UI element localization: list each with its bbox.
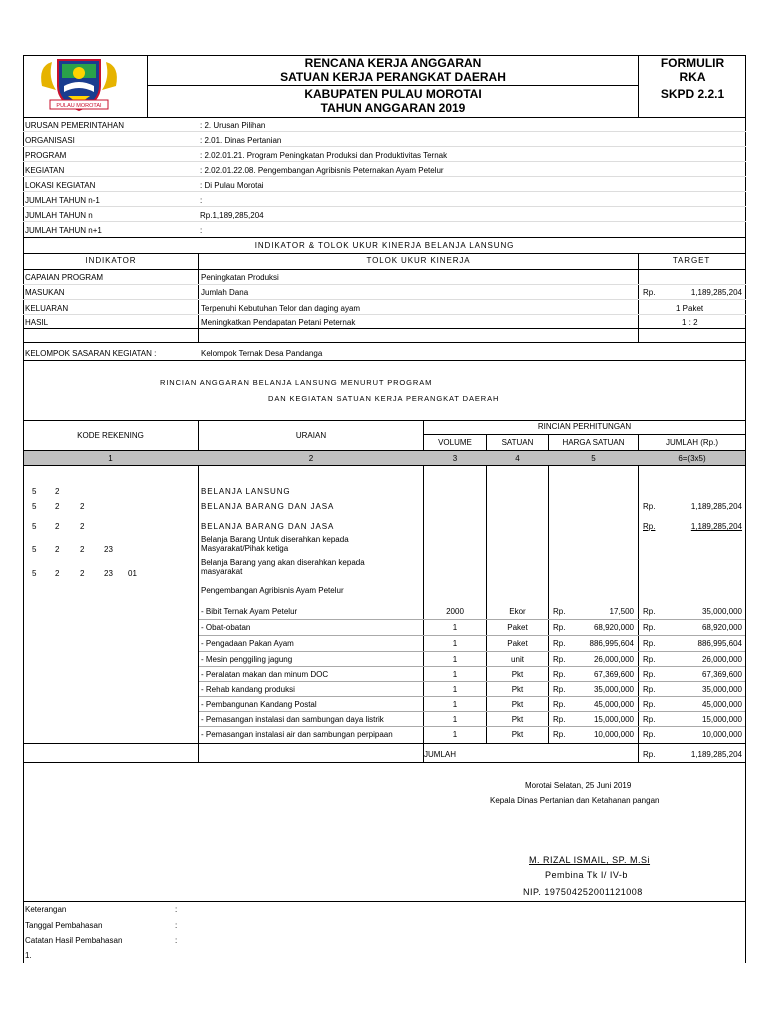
footer-label: 1. [25,951,32,960]
satuan-cell: Pkt [511,715,524,724]
item-rule [199,651,745,652]
indikator-cell: CAPAIAN PROGRAM [25,273,104,282]
table-col-divider [638,434,639,763]
item-rule [199,726,745,727]
harga-cell: 35,000,000 [593,685,634,694]
formulir-line-1: FORMULIR [660,56,725,70]
tolok-cell: Peningkatan Produksi [201,273,279,282]
satuan-cell: unit [511,655,524,664]
volume-cell: 1 [452,730,458,739]
jumlah-rp: Rp. [643,700,656,709]
tolok-cell: Jumlah Dana [201,288,249,297]
target-cell: 1,189,285,204 [690,288,742,297]
jumlah-cell: 1,189,285,204 [690,502,742,511]
satuan-cell: Paket [507,623,528,632]
info-value: : 2. Urusan Pilihan [200,121,266,130]
item-rule [199,711,745,712]
info-label: PROGRAM [25,151,67,160]
info-bottom-border [23,237,746,238]
title-line-3: KABUPATEN PULAU MOROTAI [304,87,482,101]
info-rule [23,206,746,207]
volume-cell: 1 [452,715,458,724]
info-rule [23,146,746,147]
header-volume: VOLUME [438,438,472,447]
header-mid-border [148,85,638,86]
footer-label: Tanggal Pembahasan [25,921,103,930]
column-number: 6=(3x5) [678,454,706,463]
jumlah-cell: 26,000,000 [701,655,742,664]
table-items-bottom-border [23,743,746,744]
kode-segment: 5 [32,569,37,578]
satuan-cell: Pkt [511,670,524,679]
harga-rp: Rp. [553,639,566,648]
harga-rp: Rp. [553,715,566,724]
jumlah-rp: Rp. [643,655,656,664]
item-rule [199,619,745,620]
info-rule [23,161,746,162]
title-line-4: TAHUN ANGGARAN 2019 [320,101,466,115]
item-rule [199,635,745,636]
item-rule [199,696,745,697]
jumlah-rp: Rp. [643,685,656,694]
harga-cell: 886,995,604 [589,639,634,648]
indikator-section-title: INDIKATOR & TOLOK UKUR KINERJA BELANJA LANSUNG [254,241,515,250]
item-rule [199,681,745,682]
jumlah-cell: 45,000,000 [701,700,742,709]
harga-cell: 26,000,000 [593,655,634,664]
uraian-cell: - Peralatan makan dan minum DOC [201,670,329,679]
satuan-cell: Pkt [511,700,524,709]
volume-cell: 1 [452,670,458,679]
indikator-cell: KELUARAN [25,304,69,313]
indikator-cell: MASUKAN [25,288,65,297]
jumlah-cell: 10,000,000 [701,730,742,739]
kode-segment: 2 [80,522,85,531]
footer-value: : [175,936,178,945]
kode-segment: 2 [55,569,60,578]
sign-position: Kepala Dinas Pertanian dan Ketahanan pangan [490,796,660,805]
satuan-cell: Paket [507,639,528,648]
jumlah-cell: 15,000,000 [701,715,742,724]
info-value: : [200,196,203,205]
jumlah-rp: Rp. [643,670,656,679]
sasaran-label: KELOMPOK SASARAN KEGIATAN : [25,349,157,358]
tolok-cell: Terpenuhi Kebutuhan Telor dan daging ayam [201,304,361,313]
rincian-title-line-2: DAN KEGIATAN SATUAN KERJA PERANGKAT DAERAH [268,394,500,403]
table-bottom-border [23,762,746,763]
volume-cell: 1 [452,639,458,648]
total-label: JUMLAH [424,750,457,759]
footer-value: : [175,905,178,914]
header-rincian-perhitungan: RINCIAN PERHITUNGAN [537,422,632,431]
header-uraian: URAIAN [295,431,327,440]
uraian-cell: Belanja Barang Untuk diserahkan kepada Masyarakat/Pihak ketiga [201,535,349,553]
rincian-header-border [424,434,746,435]
target-rp: Rp. [643,288,656,297]
harga-cell: 17,500 [609,607,634,616]
jumlah-cell: 67,369,600 [701,670,742,679]
kode-segment: 2 [80,545,85,554]
kode-segment: 5 [32,502,37,511]
indikator-header-target: TARGET [672,256,711,265]
harga-rp: Rp. [553,670,566,679]
uraian-cell: - Pembangunan Kandang Postal [201,700,317,709]
harga-rp: Rp. [553,655,566,664]
info-rule [23,176,746,177]
info-label: ORGANISASI [25,136,75,145]
jumlah-cell: 68,920,000 [701,623,742,632]
uraian-cell: - Bibit Ternak Ayam Petelur [201,607,298,616]
sasaran-bottom-border [23,360,746,361]
indikator-bottom-border [23,342,746,343]
volume-cell: 1 [452,685,458,694]
info-value: : 2.02.01.21. Program Peningkatan Produksi dan Produktivitas Ternak [200,151,448,160]
kode-segment: 23 [104,569,113,578]
jumlah-rp: Rp. [643,623,656,632]
formulir-line-3: SKPD 2.2.1 [660,87,725,101]
uraian-cell: - Rehab kandang produksi [201,685,295,694]
volume-cell: 1 [452,623,458,632]
footer-label: Catatan Hasil Pembahasan [25,936,123,945]
table-top-border [23,420,746,421]
region-logo [38,56,120,114]
kode-segment: 2 [80,569,85,578]
harga-cell: 15,000,000 [593,715,634,724]
harga-cell: 45,000,000 [593,700,634,709]
uraian-cell: BELANJA BARANG DAN JASA [201,502,335,511]
satuan-cell: Pkt [511,685,524,694]
indikator-rule [23,314,746,315]
column-number: 3 [452,454,458,463]
total-rp: Rp. [643,750,656,759]
harga-cell: 10,000,000 [593,730,634,739]
jumlah-cell: 1,189,285,204 [690,522,742,531]
kode-segment: 2 [55,502,60,511]
jumlah-rp: Rp. [643,522,656,531]
indikator-rule [23,284,746,285]
info-label: KEGIATAN [25,166,65,175]
jumlah-cell: 886,995,604 [697,639,742,648]
info-label: LOKASI KEGIATAN [25,181,96,190]
indikator-header-tolok: TOLOK UKUR KINERJA [366,256,471,265]
kode-segment: 5 [32,545,37,554]
column-number-border [23,465,746,466]
kode-segment: 01 [128,569,137,578]
sign-rank: Pembina Tk I/ IV-b [545,870,628,880]
info-label: JUMLAH TAHUN n [25,211,93,220]
title-line-1: RENCANA KERJA ANGGARAN [304,56,482,70]
indikator-rule [23,328,746,329]
kode-segment: 5 [32,522,37,531]
jumlah-rp: Rp. [643,730,656,739]
uraian-cell: BELANJA BARANG DAN JASA [201,522,335,531]
info-label: JUMLAH TAHUN n+1 [25,226,102,235]
harga-rp: Rp. [553,607,566,616]
harga-rp: Rp. [553,685,566,694]
header-kode-rekening: KODE REKENING [77,431,144,440]
indikator-cell: HASIL [25,318,49,327]
total-value: 1,189,285,204 [690,750,742,759]
target-cell: 1 Paket [676,304,704,313]
jumlah-rp: Rp. [643,715,656,724]
harga-rp: Rp. [553,623,566,632]
info-value: : 2.02.01.22.08. Pengembangan Agribisnis Peternakan Ayam Petelur [200,166,444,175]
column-number: 4 [515,454,520,463]
column-number: 2 [308,454,314,463]
info-value: : 2.01. Dinas Pertanian [200,136,282,145]
jumlah-rp: Rp. [643,502,656,511]
formulir-line-2: RKA [679,70,706,84]
info-rule [23,131,746,132]
harga-cell: 68,920,000 [593,623,634,632]
header-satuan: SATUAN [501,438,534,447]
uraian-cell: BELANJA LANSUNG [201,487,291,496]
signature-bottom-border [23,901,746,902]
jumlah-cell: 35,000,000 [701,607,742,616]
uraian-cell: - Mesin penggiling jagung [201,655,293,664]
column-number: 5 [591,454,596,463]
kode-segment: 2 [55,545,60,554]
uraian-cell: Belanja Barang yang akan diserahkan kepada masyarakat [201,558,365,576]
info-label: JUMLAH TAHUN n-1 [25,196,100,205]
info-label: URUSAN PEMERINTAHAN [25,121,124,130]
kode-segment: 23 [104,545,113,554]
uraian-cell: - Obat-obatan [201,623,251,632]
sign-nip: NIP. 197504252001121008 [523,887,643,897]
kode-segment: 5 [32,487,37,496]
harga-rp: Rp. [553,700,566,709]
svg-text:PULAU MOROTAI: PULAU MOROTAI [56,103,102,109]
volume-cell: 2000 [446,607,464,616]
jumlah-rp: Rp. [643,639,656,648]
uraian-cell: - Pemasangan instalasi air dan sambungan perpipaan [201,730,393,739]
header-jumlah: JUMLAH (Rp.) [665,438,718,447]
header-harga-satuan: HARGA SATUAN [562,438,625,447]
volume-cell: 1 [452,700,458,709]
footer-value: : [175,921,178,930]
footer-label: Keterangan [25,905,67,914]
uraian-cell: Pengembangan Agribisnis Ayam Petelur [201,586,344,595]
satuan-cell: Pkt [511,730,524,739]
kode-segment: 2 [80,502,85,511]
kode-segment: 2 [55,487,60,496]
column-number: 1 [108,454,113,463]
header-bottom-border [23,117,746,118]
harga-cell: 67,369,600 [593,670,634,679]
info-value: : Di Pulau Morotai [200,181,264,190]
info-rule [23,191,746,192]
jumlah-cell: 35,000,000 [701,685,742,694]
sign-name: M. RIZAL ISMAIL, SP. M.Si [529,855,651,865]
sasaran-value: Kelompok Ternak Desa Pandanga [201,349,323,358]
sign-place-date: Morotai Selatan, 25 Juni 2019 [525,781,632,790]
info-value: Rp.1,189,285,204 [200,211,264,220]
tolok-cell: Meningkatkan Pendapatan Petani Peternak [201,318,356,327]
kode-segment: 2 [55,522,60,531]
uraian-cell: - Pemasangan instalasi dan sambungan daya listrik [201,715,384,724]
volume-cell: 1 [452,655,458,664]
indikator-rule [23,299,746,300]
uraian-cell: - Pengadaan Pakan Ayam [201,639,294,648]
satuan-cell: Ekor [509,607,526,616]
harga-rp: Rp. [553,730,566,739]
info-rule [23,221,746,222]
indikator-header-indikator: INDIKATOR [85,256,137,265]
title-line-2: SATUAN KERJA PERANGKAT DAERAH [280,70,506,84]
item-rule [199,666,745,667]
rincian-title-line-1: RINCIAN ANGGARAN BELANJA LANSUNG MENURUT PROGRAM [160,378,433,387]
target-cell: 1 : 2 [682,318,698,327]
info-value: : [200,226,203,235]
jumlah-rp: Rp. [643,607,656,616]
